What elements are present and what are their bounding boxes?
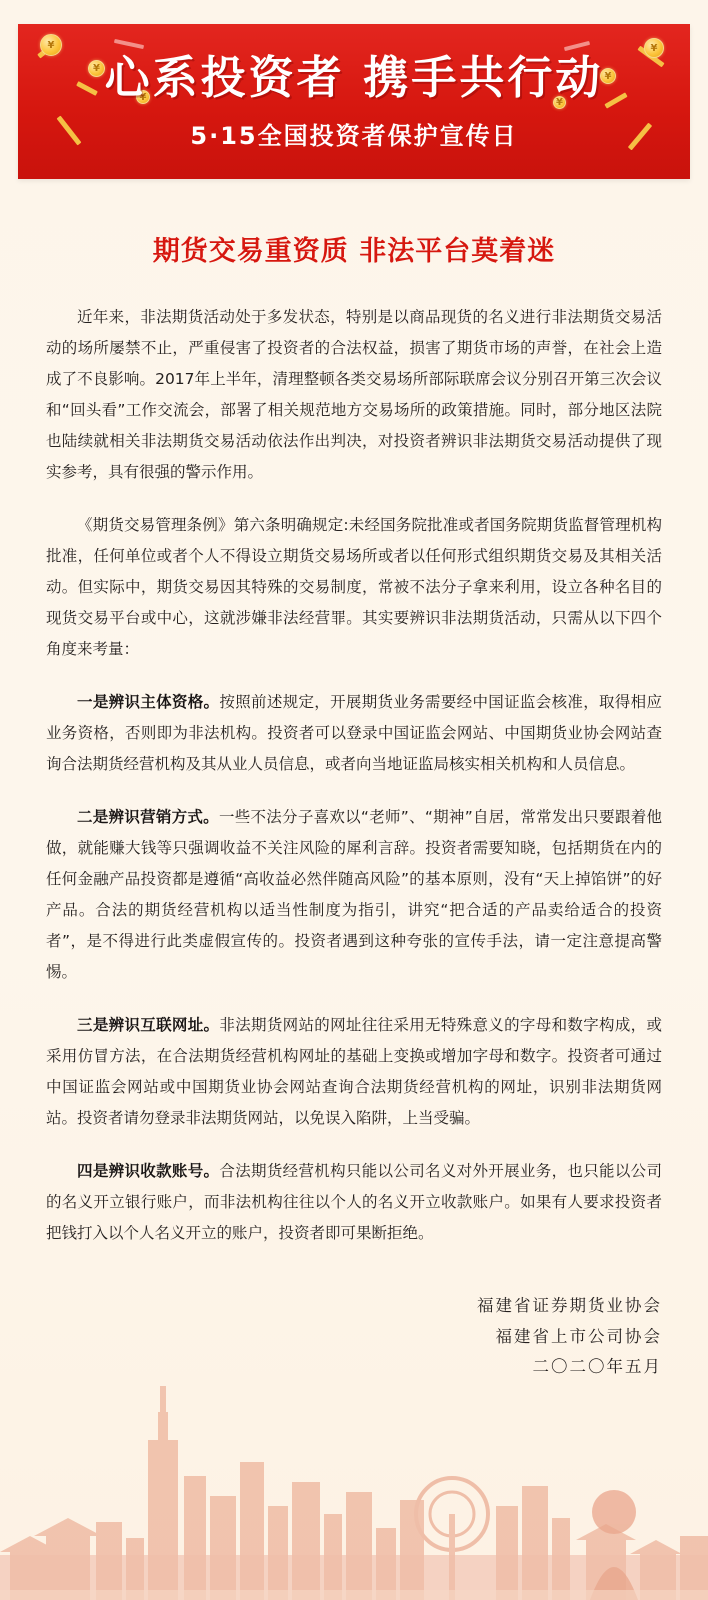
point-lead: 四是辨识收款账号。	[77, 1162, 220, 1180]
point-item	[46, 802, 662, 988]
signature-line: 福建省证券期货业协会	[477, 1296, 662, 1315]
point-item	[46, 687, 662, 780]
point-item	[46, 1010, 662, 1134]
article-body	[46, 302, 662, 1249]
banner-subtitle: 5·15全国投资者保护宣传日	[190, 121, 518, 150]
paragraph: 近年来，非法期货活动处于多发状态，特别是以商品现货的名义进行非法期货交易活动的场所屡禁不止，严重侵害了投资者的合法权益，损害了期货市场的声誉，在社会上造成了不良影响。2017年上半年，清理整顿各类交易场所部际联席会议分别召开第三次会议和“回头看”工作交流会，部署了相关规范地方交易场所的政策措施。同时，部分地区法院也陆续就相关非法期货交易活动依法作出判决，对投资者辨识非法期货交易活动提供了现实参考，具有很强的警示作用。	[46, 308, 662, 481]
header-banner	[18, 24, 690, 179]
point-text: 一些不法分子喜欢以“老师”、“期神”自居，常常发出只要跟着他做，就能赚大钱等只强调收益不关注风险的犀利言辞。投资者需要知晓，包括期货在内的任何金融产品投资都是遵循“高收益必然伴随高风险”的基本原则，没有“天上掉馅饼”的好产品。合法的期货经营机构以适当性制度为指引，讲究“把合适的产品卖给适合的投资者”，是不得进行此类虚假宣传的。投资者遇到这种夸张的宣传手法，请一定注意提高警惕。	[46, 808, 662, 981]
signature-block	[46, 1291, 662, 1383]
point-lead: 三是辨识互联网址。	[77, 1016, 220, 1034]
point-text: 按照前述规定，开展期货业务需要经中国证监会核准，取得相应业务资格，否则即为非法机构。投资者可以登录中国证监会网站、中国期货业协会网站查询合法期货经营机构及其从业人员信息，或者向当地证监局核实相关机构和人员信息。	[46, 693, 662, 773]
point-lead: 一是辨识主体资格。	[77, 693, 220, 711]
article-content	[0, 229, 708, 1383]
signature-line: 二〇二〇年五月	[532, 1357, 662, 1377]
page-title: 期货交易重资质 非法平台莫着迷	[152, 236, 556, 267]
banner-title: 心系投资者 携手共行动	[104, 51, 604, 105]
paragraph: 《期货交易管理条例》第六条明确规定:未经国务院批准或者国务院期货监督管理机构批准，任何单位或者个人不得设立期货交易场所或者以任何形式组织期货交易及其相关活动。但实际中，期货交易因其特殊的交易制度，常被不法分子拿来利用，设立各种名目的现货交易平台或中心，这就涉嫌非法经营罪。其实要辨识非法期货活动，只需从以下四个角度来考量：	[46, 516, 662, 658]
point-text: 非法期货网站的网址往往采用无特殊意义的字母和数字构成，或采用仿冒方法，在合法期货经营机构网址的基础上变换或增加字母和数字。投资者可通过中国证监会网站或中国期货业协会网站查询合法期货经营机构的网址，识别非法期货网站。投资者请勿登录非法期货网站，以免误入陷阱，上当受骗。	[46, 1016, 662, 1127]
point-lead: 二是辨识营销方式。	[77, 808, 219, 826]
signature-line: 福建省上市公司协会	[495, 1326, 662, 1346]
point-text: 合法期货经营机构只能以公司名义对外开展业务，也只能以公司的名义开立银行账户，而非法机构往往以个人的名义开立收款账户。如果有人要求投资者把钱打入以个人名义开立的账户，投资者即可果断拒绝。	[46, 1162, 662, 1242]
point-item	[46, 1156, 662, 1249]
